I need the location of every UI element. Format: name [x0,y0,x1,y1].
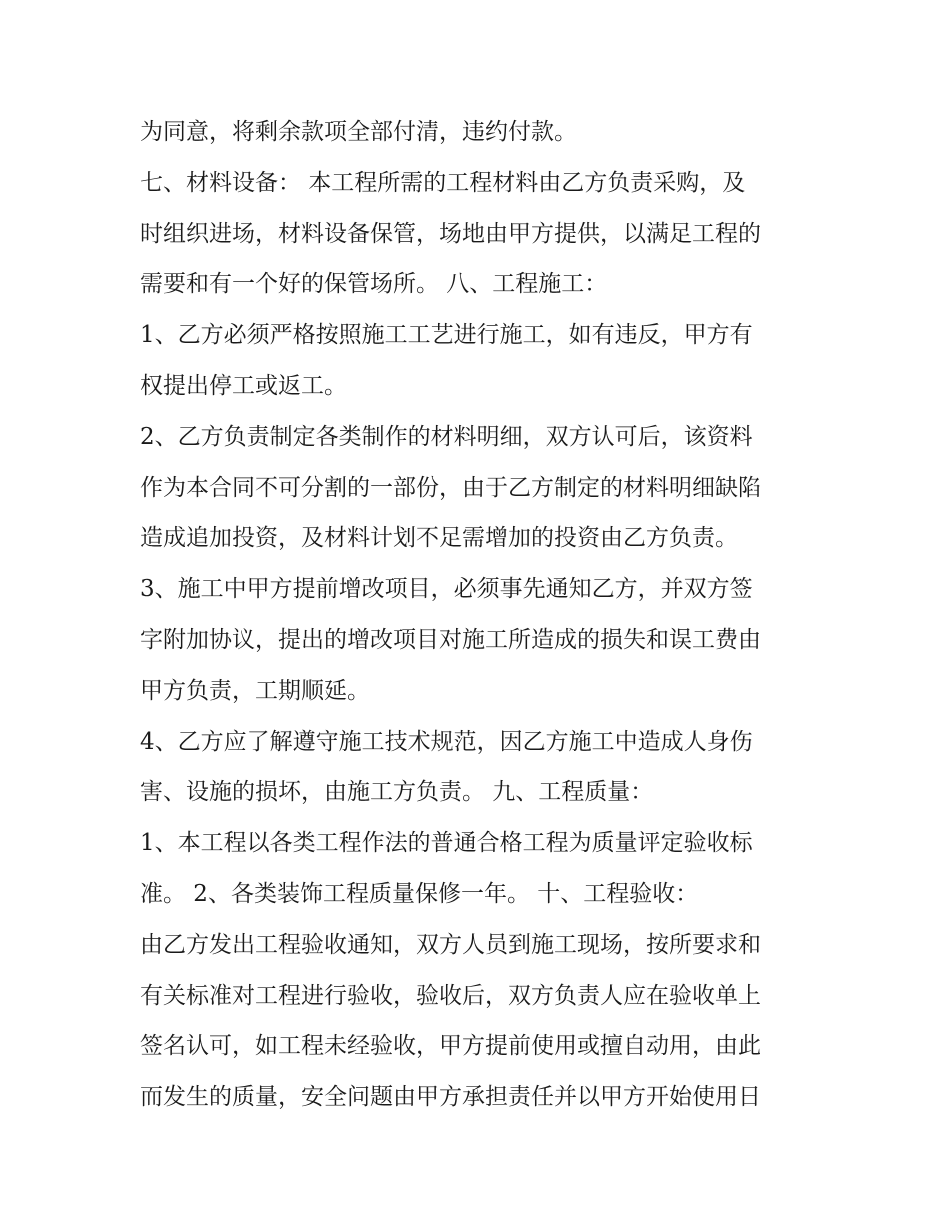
text-line: 甲方负责，工期顺延。 [140,677,370,704]
text-line: 为同意，将剩余款项全部付清，违约付款。 [140,119,577,145]
text-line: 有关标准对工程进行验收，验收后，双方负责人应在验收单上 [140,982,761,1009]
text-line: 需要和有一个好的保管场所。 八、工程施工： [140,271,608,298]
text-line: 1、本工程以各类工程作法的普通合格工程为质量评定验收标 [140,830,753,857]
text-line: 由乙方发出工程验收通知，双方人员到施工现场，按所要求和 [140,931,761,958]
text-line: 签名认可，如工程未经验收，甲方提前使用或擅自动用，由此 [140,1033,761,1060]
text-line: 造成追加投资，及材料计划不足需增加的投资由乙方负责。 [140,525,738,552]
text-line: 字附加协议，提出的增改项目对施工所造成的损失和误工费由 [140,626,761,653]
text-line: 而发生的质量，安全问题由甲方承担责任并以甲方开始使用日 [140,1084,761,1111]
text-line: 4、乙方应了解遵守施工技术规范，因乙方施工中造成人身伤 [140,728,753,755]
text-line: 3、施工中甲方提前增改项目，必须事先通知乙方，并双方签 [140,576,753,603]
text-line: 权提出停工或返工。 [140,372,347,399]
text-line: 2、乙方负责制定各类制作的材料明细，双方认可后，该资料 [140,423,753,450]
text-line: 时组织进场，材料设备保管，场地由甲方提供，以满足工程的 [140,220,761,247]
text-line: 准。 2、各类装饰工程质量保修一年。 十、工程验收： [140,880,699,907]
text-line: 作为本合同不可分割的一部份，由于乙方制定的材料明细缺陷 [140,474,761,501]
text-line: 1、乙方必须严格按照施工工艺进行施工，如有违反，甲方有 [140,322,753,349]
text-line: 害、设施的损坏，由施工方负责。 九、工程质量： [140,779,654,806]
text-line: 七、材料设备： 本工程所需的工程材料由乙方负责采购，及 [140,169,746,196]
contract-text [140,107,830,1123]
